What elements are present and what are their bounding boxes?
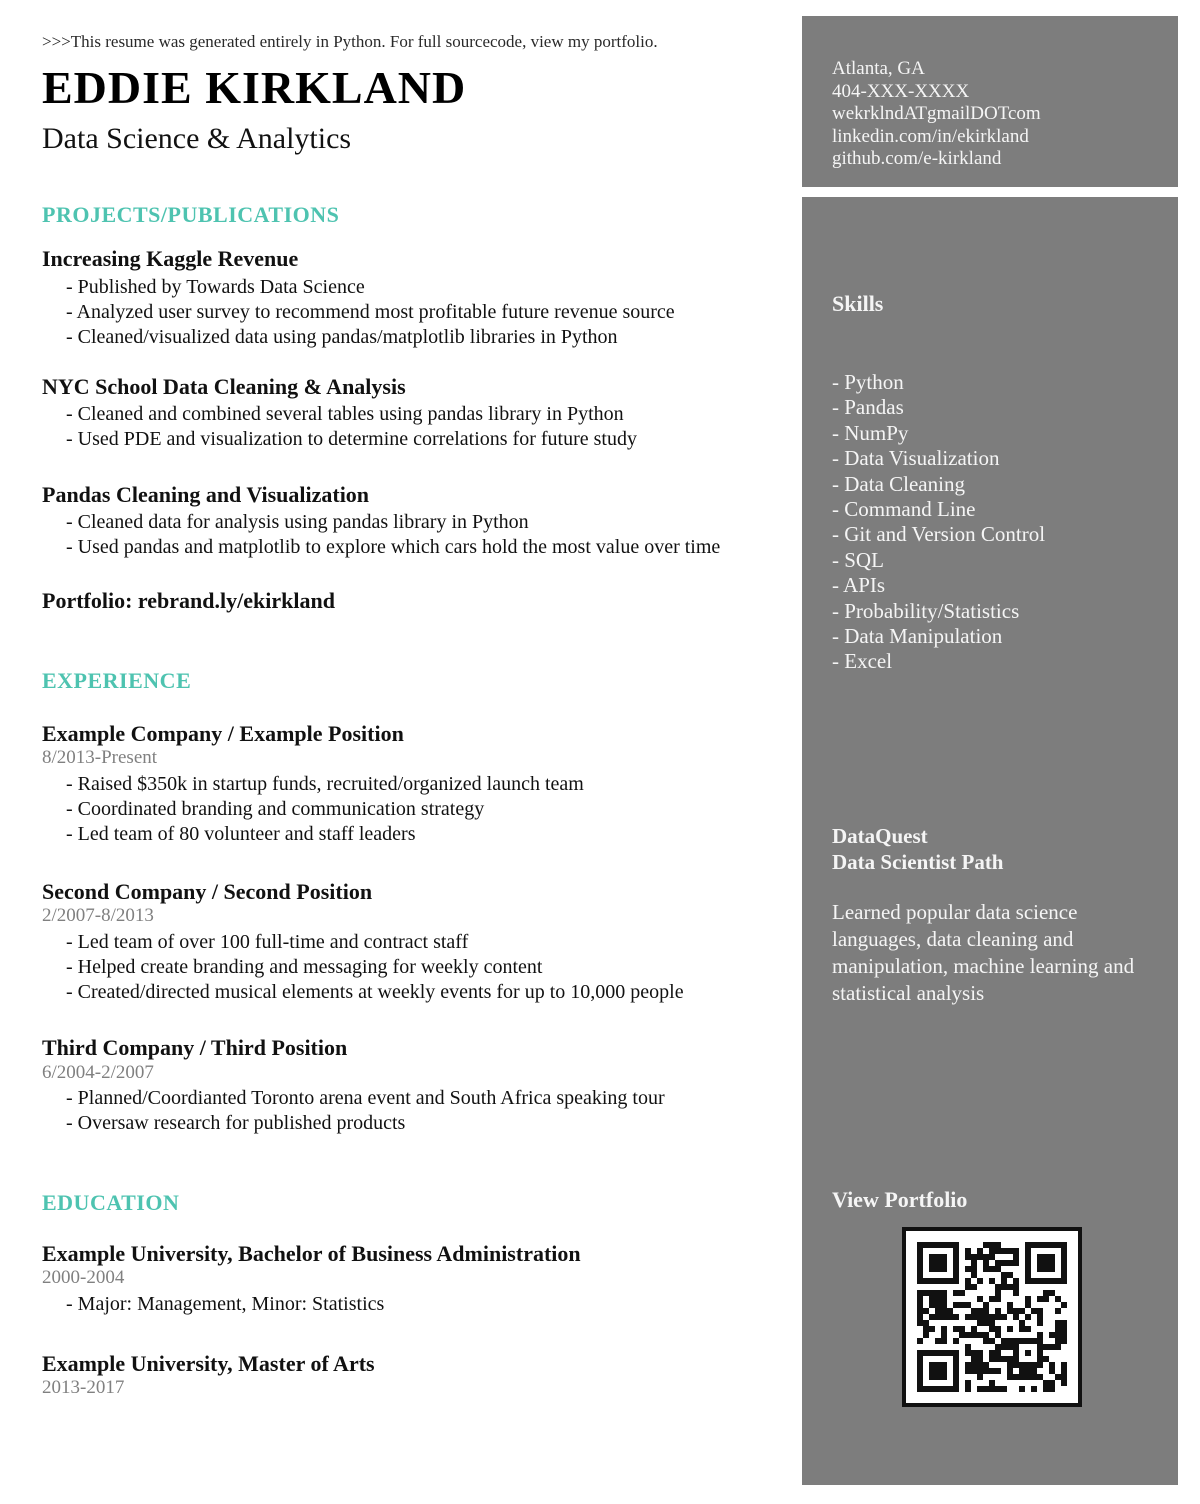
education-title: Example University, Bachelor of Business Administration bbox=[42, 1240, 581, 1266]
bullet: - Major: Management, Minor: Statistics bbox=[66, 1292, 385, 1315]
bullet-list bbox=[66, 772, 802, 847]
bullet: - Led team of 80 volunteer and staff leaders bbox=[66, 823, 416, 846]
bullet: - Planned/Coordianted Toronto arena event and South Africa speaking tour bbox=[66, 1087, 665, 1110]
bullet-list bbox=[66, 402, 802, 452]
bullet: - Created/directed musical elements at weekly events for up to 10,000 people bbox=[66, 981, 684, 1004]
bullet: - Cleaned/visualized data using pandas/matplotlib libraries in Python bbox=[66, 325, 618, 348]
experience-title: Example Company / Example Position bbox=[42, 720, 404, 746]
bullet-list bbox=[66, 275, 802, 350]
bullet: - Oversaw research for published products bbox=[66, 1112, 406, 1135]
experience-dates: 2/2007-8/2013 bbox=[42, 905, 154, 927]
bullet-list bbox=[66, 1292, 802, 1317]
section-heading-experience: EXPERIENCE bbox=[42, 668, 192, 694]
project-title: NYC School Data Cleaning & Analysis bbox=[42, 373, 406, 399]
skill-item: - Pandas bbox=[832, 395, 904, 420]
bullet: - Analyzed user survey to recommend most profitable future revenue source bbox=[66, 300, 675, 323]
subtitle: Data Science & Analytics bbox=[42, 121, 352, 155]
bullet-list bbox=[66, 1086, 802, 1136]
skill-item: - Command Line bbox=[832, 497, 976, 522]
skill-item: - NumPy bbox=[832, 420, 909, 445]
education-dates: 2013-2017 bbox=[42, 1377, 125, 1399]
bullet-list bbox=[66, 930, 802, 1005]
bullet: - Helped create branding and messaging for weekly content bbox=[66, 956, 543, 979]
skill-item: - Probability/Statistics bbox=[832, 598, 1020, 623]
bullet: - Used pandas and matplotlib to explore which cars hold the most value over time bbox=[66, 536, 721, 559]
section-heading-education: EDUCATION bbox=[42, 1190, 180, 1216]
certification-provider: DataQuest bbox=[832, 823, 928, 848]
certification-title bbox=[832, 823, 1178, 875]
bullet: - Cleaned data for analysis using pandas library in Python bbox=[66, 511, 529, 534]
portfolio-link-line[interactable]: Portfolio: rebrand.ly/ekirkland bbox=[42, 588, 335, 614]
skill-item: - Data Cleaning bbox=[832, 471, 965, 496]
section-heading-projects: PROJECTS/PUBLICATIONS bbox=[42, 201, 340, 227]
skill-item: - Excel bbox=[832, 649, 893, 674]
skill-item: - Data Manipulation bbox=[832, 624, 1003, 649]
experience-entry bbox=[42, 879, 802, 1005]
bullet: - Coordinated branding and communication strategy bbox=[66, 798, 485, 821]
project-title: Increasing Kaggle Revenue bbox=[42, 246, 299, 272]
education-title: Example University, Master of Arts bbox=[42, 1350, 375, 1376]
skill-item: - Git and Version Control bbox=[832, 522, 1046, 547]
certification-path: Data Scientist Path bbox=[832, 849, 1004, 874]
experience-entry bbox=[42, 721, 802, 847]
project-entry bbox=[42, 482, 802, 560]
main-column bbox=[42, 0, 802, 1400]
skill-item: - Data Visualization bbox=[832, 446, 1000, 471]
skill-item: - SQL bbox=[832, 547, 884, 572]
project-entry bbox=[42, 374, 802, 452]
bullet-list bbox=[66, 510, 802, 560]
view-portfolio-heading: View Portfolio bbox=[832, 1186, 968, 1212]
contact-github[interactable]: github.com/e-kirkland bbox=[832, 148, 1002, 169]
project-title: Pandas Cleaning and Visualization bbox=[42, 482, 370, 508]
education-dates: 2000-2004 bbox=[42, 1267, 125, 1289]
project-entry bbox=[42, 246, 802, 349]
sidebar-panel bbox=[802, 197, 1178, 1485]
qr-code[interactable] bbox=[902, 1227, 1082, 1407]
bullet: - Cleaned and combined several tables using pandas library in Python bbox=[66, 403, 624, 426]
contact-email: wekrklndATgmailDOTcom bbox=[832, 103, 1041, 124]
education-entry bbox=[42, 1351, 802, 1400]
contact-linkedin[interactable]: linkedin.com/in/ekirkland bbox=[832, 125, 1029, 147]
contact-phone: 404-XXX-XXXX bbox=[832, 80, 970, 102]
skill-item: - APIs bbox=[832, 573, 886, 598]
skills-list bbox=[832, 370, 1178, 675]
experience-title: Second Company / Second Position bbox=[42, 879, 373, 905]
experience-dates: 8/2013-Present bbox=[42, 747, 158, 769]
experience-dates: 6/2004-2/2007 bbox=[42, 1061, 154, 1083]
name-heading: EDDIE KIRKLAND bbox=[42, 62, 467, 113]
education-entry bbox=[42, 1241, 802, 1317]
bullet: - Raised $350k in startup funds, recruited/organized launch team bbox=[66, 773, 584, 796]
bullet: - Led team of over 100 full-time and contract staff bbox=[66, 931, 469, 954]
qr-code-pattern bbox=[917, 1242, 1067, 1392]
python-note: >>>This resume was generated entirely in Python. For full sourcecode, view my portfolio. bbox=[42, 32, 658, 51]
skill-item: - Python bbox=[832, 370, 904, 394]
experience-title: Third Company / Third Position bbox=[42, 1035, 348, 1061]
experience-entry bbox=[42, 1035, 802, 1136]
certification-description: Learned popular data science languages, data cleaning and manipulation, machine learning and statistical analysis bbox=[832, 899, 1135, 1005]
contact-box bbox=[802, 16, 1178, 187]
contact-location: Atlanta, GA bbox=[832, 58, 925, 79]
bullet: - Used PDE and visualization to determine correlations for future study bbox=[66, 428, 637, 451]
bullet: - Published by Towards Data Science bbox=[66, 275, 365, 298]
skills-heading: Skills bbox=[832, 291, 884, 316]
